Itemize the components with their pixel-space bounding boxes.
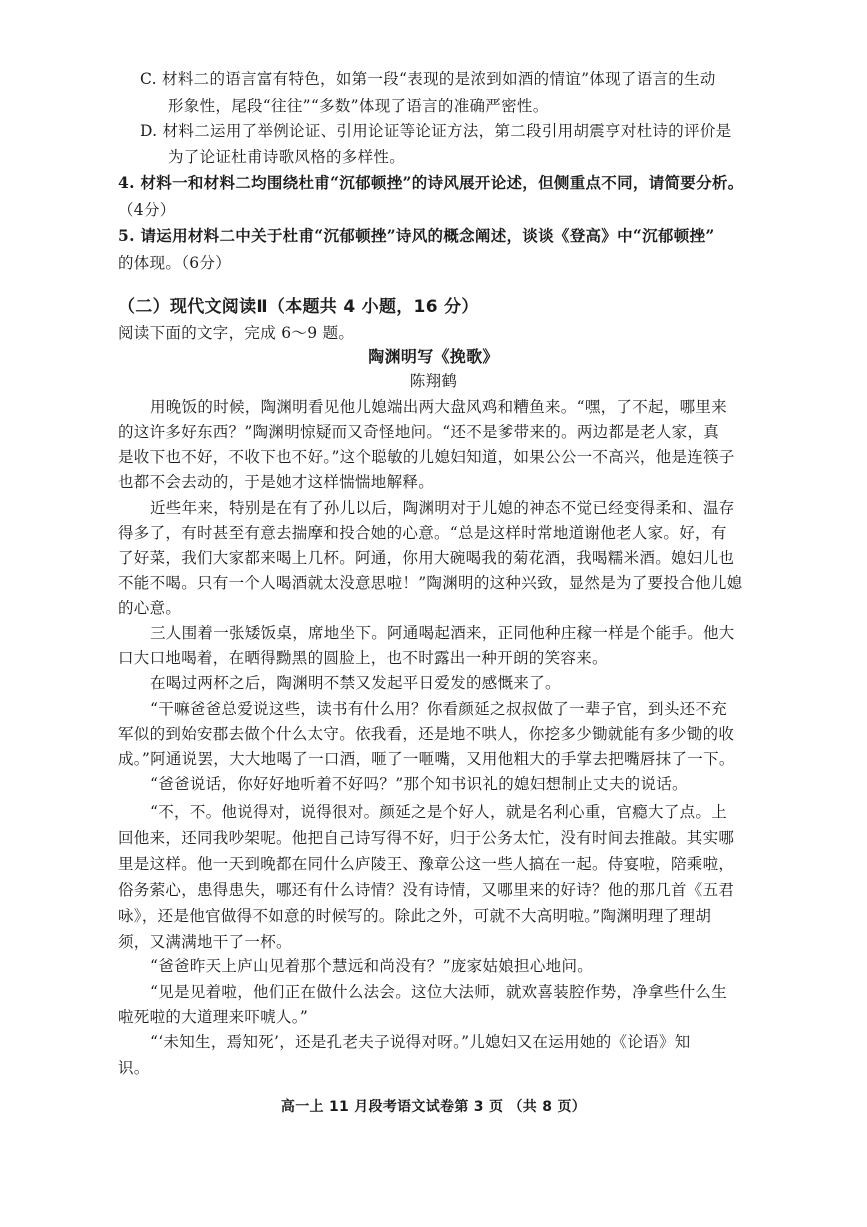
text-line: 也都不会去动的，于是她才这样惴惴地解释。 <box>118 473 435 491</box>
text-line: 在喝过两杯之后，陶渊明不禁又发起平日爱发的感慨来了。 <box>150 674 561 692</box>
text-line: “不，不。他说得对，说得很对。颜延之是个好人，就是名利心重，官瘾大了点。上 <box>150 803 728 821</box>
article-author: 陈翔鹤 <box>409 372 458 390</box>
text-line: 口大口地喝着，在晒得黝黑的圆脸上，也不时露出一种开朗的笑容来。 <box>118 649 608 667</box>
option-c-line-1: C. 材料二的语言富有特色，如第一段“表现的是浓到如酒的情谊”体现了语言的生动 <box>140 70 716 88</box>
question-4-line-2: （4分） <box>118 201 176 219</box>
text-line: “干嘛爸爸总爱说这些，读书有什么用？你看颜延之叔叔做了一辈子官，到头还不充 <box>150 700 728 718</box>
text-line: “爸爸说话，你好好地听着不好吗？”那个知书识礼的媳妇想制止丈夫的说话。 <box>150 775 688 793</box>
text-line: 成。”阿通说罢，大大地喝了一口酒，咂了一咂嘴，又用他粗大的手掌去把嘴唇抹了一下。 <box>118 750 735 768</box>
text-line: 须，又满满地干了一杯。 <box>118 933 292 951</box>
page-footer: 高一上 11 月段考语文试卷第 3 页 （共 8 页） <box>280 1099 587 1115</box>
option-d-line-2: 为了论证杜甫诗歌风格的多样性。 <box>168 148 406 166</box>
text-line: 了好菜，我们大家都来喝上几杯。阿通，你用大碗喝我的菊花酒，我喝糯米酒。媳妇儿也 <box>118 549 735 567</box>
text-line: 近些年来，特别是在有了孙儿以后，陶渊明对于儿媳的神态不觉已经变得柔和、温存 <box>150 499 735 517</box>
question-5-line-2: 的体现。（6分） <box>118 254 232 272</box>
text-line: 咏》，还是他官做得不如意的时候写的。除此之外，可就不大高明啦。”陶渊明理了理胡 <box>118 907 712 925</box>
text-line: 用晚饭的时候，陶渊明看见他儿媳端出两大盘风鸡和糟鱼来。“嘿，了不起，哪里来 <box>150 398 728 416</box>
text-line: 俗务萦心，患得患失，哪还有什么诗情？没有诗情，又哪里来的好诗？他的那几首《五君 <box>118 881 735 899</box>
question-4-line-1: 4. 材料一和材料二均围绕杜甫“沉郁顿挫”的诗风展开论述，但侧重点不同，请简要分析。 <box>118 173 744 192</box>
text-line: 里是这样。他一天到晚都在同什么庐陵王、豫章公这一些人搞在一起。侍宴啦，陪乘啦， <box>118 855 735 873</box>
text-line: 识。 <box>118 1059 150 1077</box>
text-line: 啦死啦的大道理来吓唬人。” <box>118 1008 309 1026</box>
instruction: 阅读下面的文字，完成 6～9 题。 <box>118 324 355 342</box>
question-5-line-1: 5. 请运用材料二中关于杜甫“沉郁顿挫”诗风的概念阐述，谈谈《登高》中“沉郁顿挫” <box>118 226 715 245</box>
text-line: 的这许多好东西？”陶渊明惊疑而又奇怪地问。“还不是爹带来的。两边都是老人家，真 <box>118 423 720 441</box>
article-title: 陶渊明写《挽歌》 <box>368 347 499 366</box>
text-line: 不能不喝。只有一个人喝酒就太没意思啦！”陶渊明的这种兴致，显然是为了要投合他儿媳 <box>118 574 743 592</box>
text-line: 回他来，还同我吵架呢。他把自己诗写得不好，归于公务太忙，没有时间去推敲。其实哪 <box>118 829 735 847</box>
text-line: 得多了，有时甚至有意去揣摩和投合她的心意。“总是这样时常地道谢他老人家。好，有 <box>118 524 727 542</box>
text-line: “爸爸昨天上庐山见着那个慧远和尚没有？”庞家姑娘担心地问。 <box>150 957 594 975</box>
text-line: “见是见着啦，他们正在做什么法会。这位大法师，就欢喜装腔作势，净拿些什么生 <box>150 983 728 1001</box>
section-heading: （二）现代文阅读Ⅱ（本题共 4 小题，16 分） <box>118 297 479 317</box>
text-line: 三人围着一张矮饭桌，席地坐下。阿通喝起酒来，正同他种庄稼一样是个能手。他大 <box>150 624 735 642</box>
text-line: “‘未知生，焉知死’，还是孔老夫子说得对呀。”儿媳妇又在运用她的《论语》知 <box>150 1033 691 1051</box>
option-d-line-1: D. 材料二运用了举例论证、引用论证等论证方法，第二段引用胡震亨对杜诗的评价是 <box>140 122 732 140</box>
text-line: 的心意。 <box>118 599 182 617</box>
text-line: 军似的到始安郡去做个什么太守。依我看，还是地不哄人，你挖多少锄就能有多少锄的收 <box>118 725 735 743</box>
text-line: 是收下也不好，不收下也不好。”这个聪敏的儿媳妇知道，如果公公一不高兴，他是连筷子 <box>118 448 735 466</box>
option-c-line-2: 形象性，尾段“往往”“多数”体现了语言的准确严密性。 <box>168 97 549 115</box>
